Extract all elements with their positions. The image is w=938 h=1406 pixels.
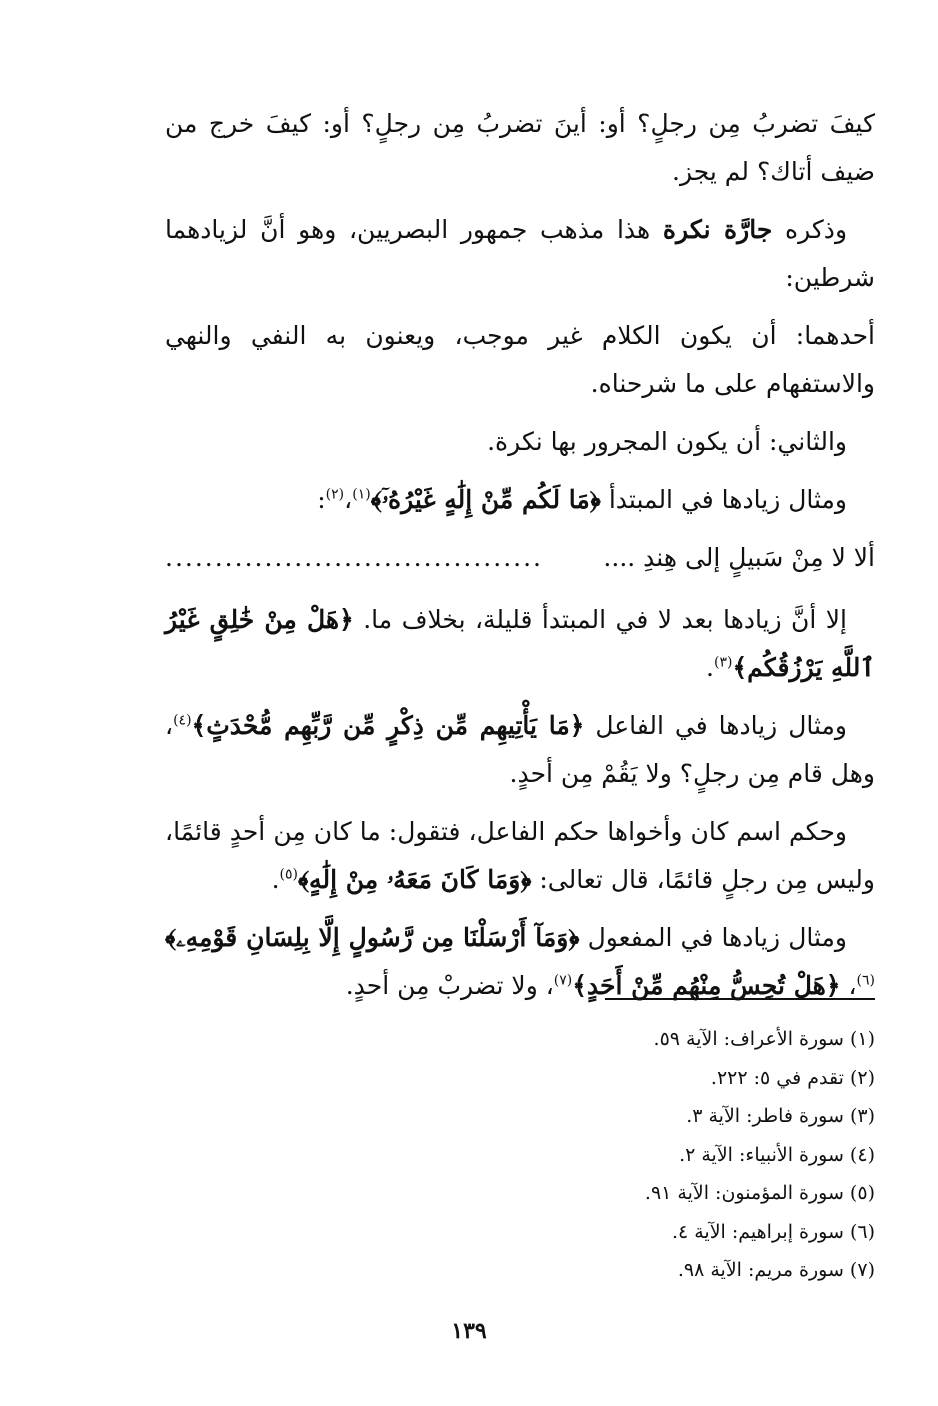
poetry-line	[165, 534, 875, 582]
footnote: (٢) تقدم في ٥: ٢٢٢.	[710, 1066, 875, 1089]
quran-verse: ﴿هَلْ تُحِسُّ مِنْهُم مِّنْ أَحَدٍ﴾	[572, 971, 841, 1000]
footnote: (٧) سورة مريم: الآية ٩٨.	[677, 1259, 875, 1281]
text: وذكره	[785, 215, 848, 244]
text: وحكم اسم كان وأخواها حكم الفاعل، فتقول: ما كان مِن أحدٍ قائمًا، وليس مِن رجلٍ قائمًا، قال تعالى:	[165, 817, 875, 894]
separator: ،	[344, 485, 353, 514]
footnote-ref: (٢)	[325, 486, 345, 503]
footnote: (٣) سورة فاطر: الآية ٣.	[686, 1105, 875, 1127]
quran-verse: ﴿وَمَا كَانَ مَعَهُۥ مِنْ إِلَٰهٍ﴾	[297, 865, 532, 894]
footnote-ref: (٣)	[714, 654, 733, 671]
paragraph-second-condition: والثاني: أن يكون المجرور بها نكرة.	[487, 427, 847, 456]
footnote-ref: (٥)	[279, 866, 298, 883]
footnote: (١) سورة الأعراف: الآية ٥٩.	[653, 1028, 875, 1050]
text: ومثال زيادها في الفاعل	[595, 711, 847, 740]
text: ، ولا تضربْ مِن أحدٍ.	[345, 971, 554, 1000]
punctuation: .	[706, 653, 714, 682]
text: ومثال زيادها في المبتدأ	[608, 485, 847, 514]
paragraph-intro: كيفَ تضربُ مِن رجلٍ؟ أو: أينَ تضربُ مِن رجلٍ؟ أو: كيفَ خرج من ضيف أتاك؟ لم يجز.	[165, 109, 875, 186]
paragraph-faail	[165, 702, 875, 798]
page-body	[165, 100, 875, 1020]
footnote-divider	[605, 998, 875, 1000]
poetry-hemistich-right: ألا لا مِنْ سَبيلٍ إلى هِندِ ....	[603, 543, 875, 572]
footnote-ref: (١)	[352, 486, 371, 503]
quran-verse: ﴿مَا لَكُم مِّنْ إِلَٰهٍ غَيْرُهُۥٓ﴾	[370, 485, 601, 514]
punctuation: :	[317, 485, 326, 514]
quran-verse: ﴿هَلْ مِنْ خَٰلِقٍ غَيْرُ ٱللَّهِ يَرْزُقُكُم﴾	[165, 605, 875, 682]
text: ومثال زيادها في المفعول	[587, 923, 847, 952]
paragraph-mafool	[165, 914, 875, 1010]
bold-term: جارَّة نكرة	[662, 215, 773, 244]
paragraph-first-condition: أحدهما: أن يكون الكلام غير موجب، ويعنون به النفي والنهي والاستفهام على ما شرحناه.	[165, 321, 875, 398]
page-number: ١٣٩	[451, 1318, 487, 1344]
footnote-ref: (٤)	[173, 712, 192, 729]
footnote: (٤) سورة الأنبياء: الآية ٢.	[679, 1143, 875, 1166]
paragraph-la	[165, 596, 875, 692]
footnote: (٦) سورة إبراهيم: الآية ٤.	[671, 1220, 875, 1243]
poetry-hemistich-left: ......................................	[165, 543, 543, 572]
footnote-ref: (٧)	[553, 972, 573, 989]
footnote: (٥) سورة المؤمنون: الآية ٩١.	[644, 1182, 875, 1204]
text: ، وهل قام مِن رجلٍ؟ ولا يَقُمْ مِن أحدٍ.	[165, 711, 875, 788]
text: هذا مذهب جمهور البصريين، وهو أنَّ لزيادهما شرطين:	[165, 215, 875, 292]
footnotes	[165, 1020, 875, 1290]
paragraph-kana	[165, 808, 875, 904]
punctuation: .	[271, 865, 280, 894]
paragraph-condition	[165, 206, 875, 302]
paragraph-subject-example	[165, 476, 875, 524]
footnote-ref: (٦)	[856, 972, 875, 989]
separator: ،	[848, 971, 857, 1000]
quran-verse: ﴿مَا يَأْتِيهِم مِّن ذِكْرٍ مِّن رَّبِّهِم مُّحْدَثٍ﴾	[191, 711, 585, 740]
text: إلا أنَّ زيادها بعد لا في المبتدأ قليلة، بخلاف ما.	[363, 605, 847, 634]
quran-verse: ﴿وَمَآ أَرْسَلْنَا مِن رَّسُولٍ إِلَّا بِلِسَانِ قَوْمِهِۦ﴾	[165, 923, 580, 952]
